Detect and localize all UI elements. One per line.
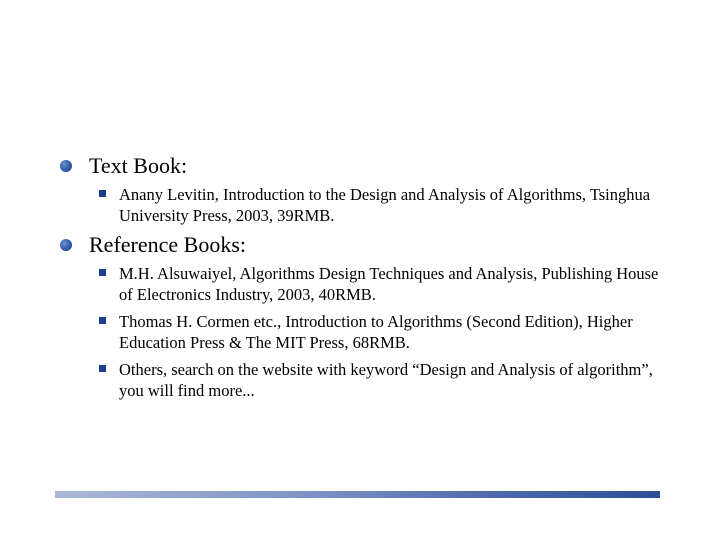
section-text-book [60, 153, 680, 232]
list-item [119, 263, 669, 305]
section-heading-label: Text Book: [89, 153, 188, 178]
list-item-text: Thomas H. Cormen etc., Introduction to Algorithms (Second Edition), Higher Education Press & The MIT Press, 68RMB. [119, 312, 633, 352]
list-item [119, 359, 669, 401]
item-list [60, 263, 680, 401]
section-heading [60, 153, 680, 179]
section-reference-books [60, 232, 680, 407]
item-list [60, 184, 680, 226]
section-heading [60, 232, 680, 258]
square-bullet-icon [99, 269, 106, 276]
list-item [119, 311, 669, 353]
footer-divider [55, 491, 660, 498]
square-bullet-icon [99, 317, 106, 324]
square-bullet-icon [99, 190, 106, 197]
list-item [119, 184, 669, 226]
round-bullet-icon [60, 160, 72, 172]
list-item-text: Others, search on the website with keyword “Design and Analysis of algorithm”, you will find more... [119, 360, 653, 400]
section-heading-label: Reference Books: [89, 232, 246, 257]
square-bullet-icon [99, 365, 106, 372]
round-bullet-icon [60, 239, 72, 251]
list-item-text: Anany Levitin, Introduction to the Design and Analysis of Algorithms, Tsinghua University Press, 2003, 39RMB. [119, 185, 651, 225]
list-item-text: M.H. Alsuwaiyel, Algorithms Design Techniques and Analysis, Publishing House of Electronics Industry, 2003, 40RMB. [119, 264, 659, 304]
